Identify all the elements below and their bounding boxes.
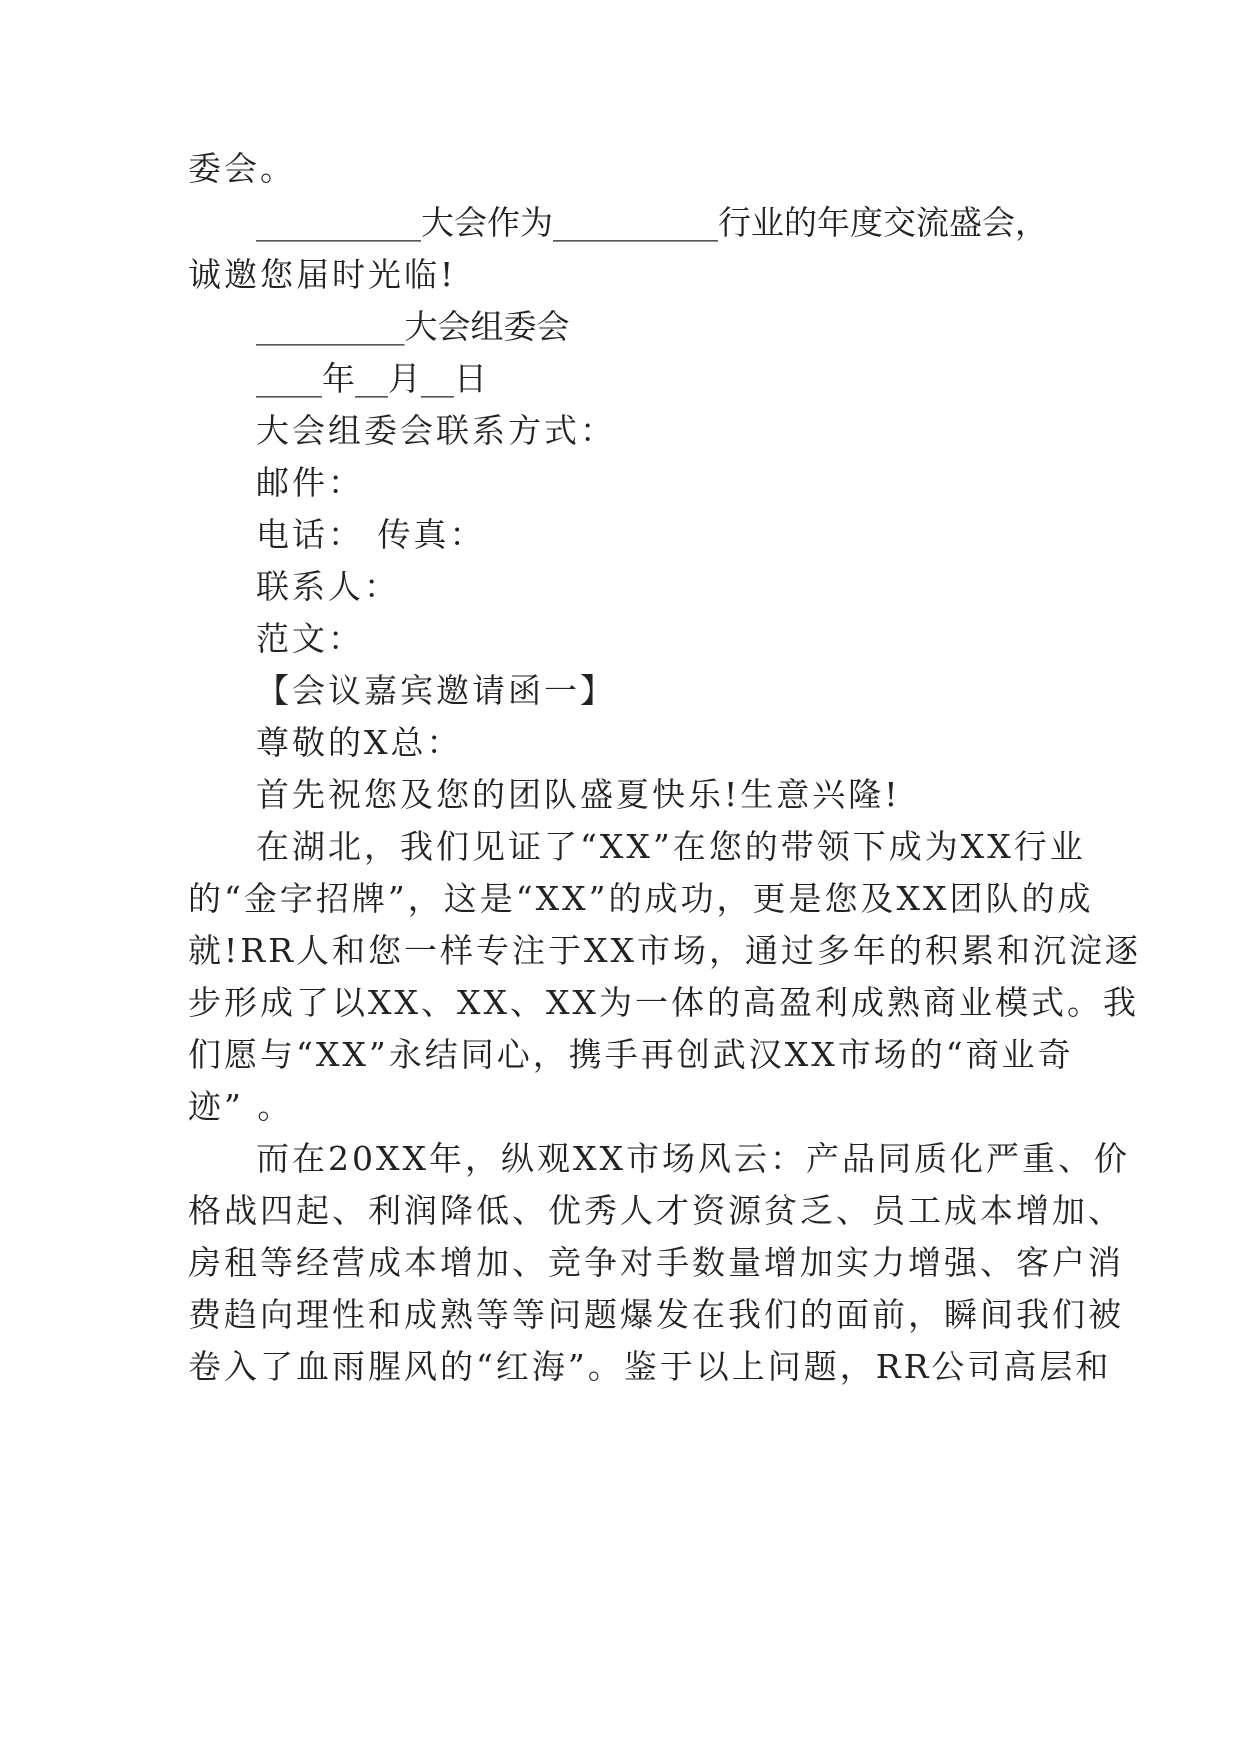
text-line-7: 邮件： bbox=[256, 463, 364, 502]
text-line-16: 就!RR人和您一样专注于XX市场，通过多年的积累和沉淀逐 bbox=[188, 931, 1141, 970]
text-line-6: 大会组委会联系方式： bbox=[256, 411, 616, 450]
text-line-17: 步形成了以XX、XX、XX为一体的高盈利成熟商业模式。我 bbox=[188, 983, 1139, 1022]
text-line-14: 在湖北，我们见证了“XX”在您的带领下成为XX行业 bbox=[256, 827, 1086, 866]
text-line-12: 尊敬的X总： bbox=[256, 723, 463, 762]
text-line-13: 首先祝您及您的团队盛夏快乐!生意兴隆! bbox=[256, 775, 901, 814]
text-line-9: 联系人： bbox=[256, 567, 400, 606]
text-line-15: 的“金字招牌”，这是“XX”的成功，更是您及XX团队的成 bbox=[188, 879, 1094, 918]
text-line-24: 卷入了血雨腥风的“红海”。鉴于以上问题，RR公司高层和 bbox=[188, 1347, 1112, 1386]
text-line-8: 电话： 传真： bbox=[256, 515, 486, 554]
text-line-22: 房租等经营成本增加、竞争对手数量增加实力增强、客户消 bbox=[188, 1243, 1124, 1282]
text-line-11: 【会议嘉宾邀请函一】 bbox=[256, 671, 616, 710]
text-line-3: 诚邀您届时光临! bbox=[188, 255, 457, 294]
text-line-4: _________大会组委会 bbox=[256, 307, 570, 346]
text-line-21: 格战四起、利润降低、优秀人才资源贫乏、员工成本增加、 bbox=[188, 1191, 1124, 1230]
text-line-18: 们愿与“XX”永结同心，携手再创武汉XX市场的“商业奇 bbox=[188, 1035, 1074, 1074]
text-line-23: 费趋向理性和成熟等等问题爆发在我们的面前，瞬间我们被 bbox=[188, 1295, 1124, 1334]
text-line-19: 迹” 。 bbox=[188, 1087, 294, 1126]
text-line-5: ____年__月__日 bbox=[256, 359, 487, 398]
text-line-1: 委会。 bbox=[188, 149, 296, 188]
text-line-2: __________大会作为__________行业的年度交流盛会， bbox=[256, 203, 1048, 242]
text-line-10: 范文： bbox=[256, 619, 364, 658]
text-line-20: 而在20XX年，纵观XX市场风云：产品同质化严重、价 bbox=[256, 1139, 1130, 1178]
